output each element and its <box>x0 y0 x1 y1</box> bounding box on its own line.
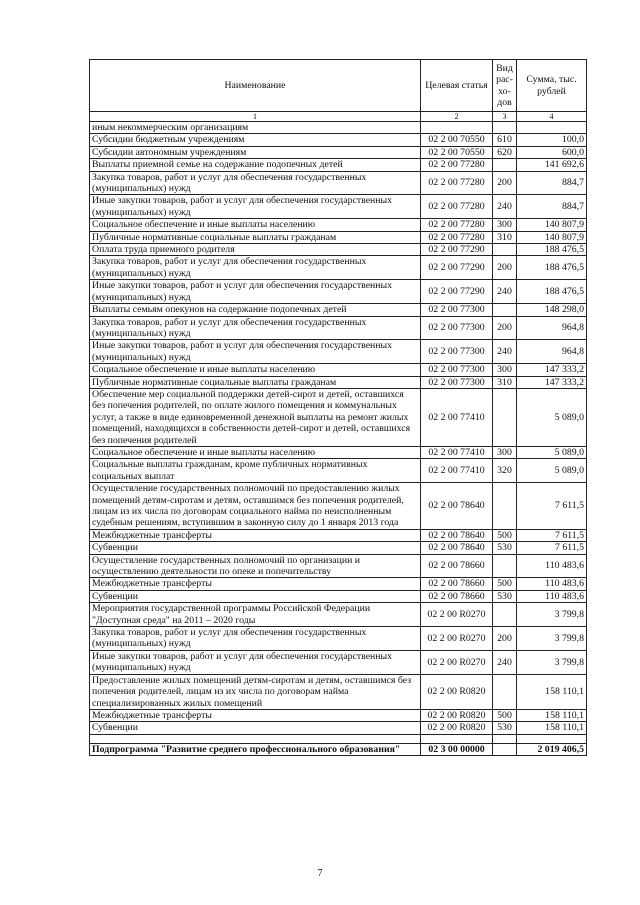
row-expense-type <box>493 743 517 755</box>
row-name: Социальное обеспечение и иные выплаты населению <box>90 219 421 231</box>
table-row <box>90 134 587 146</box>
row-sum: 188 476,5 <box>517 244 587 256</box>
row-expense-type: 300 <box>493 219 517 231</box>
row-sum: 158 110,1 <box>517 722 587 734</box>
column-number: 1 <box>90 112 421 122</box>
row-sum: 100,0 <box>517 134 587 146</box>
row-name: Субсидии автономным учреждениям <box>90 146 421 158</box>
row-sum: 884,7 <box>517 195 587 219</box>
table-row <box>90 709 587 721</box>
row-target-article: 02 2 00 R0820 <box>421 674 493 709</box>
row-target-article: 02 2 00 77290 <box>421 244 493 256</box>
row-target-article: 02 2 00 77280 <box>421 171 493 195</box>
table-row <box>90 590 587 602</box>
row-name: иным некоммерческим организациям <box>90 122 421 134</box>
table-header-row <box>90 60 587 112</box>
row-name: Закупка товаров, работ и услуг для обеспечения государственных (муниципальных) нужд <box>90 171 421 195</box>
row-expense-type: 320 <box>493 459 517 483</box>
row-name: Иные закупки товаров, работ и услуг для обеспечения государственных (муниципальных) нужд <box>90 195 421 219</box>
row-sum: 158 110,1 <box>517 674 587 709</box>
row-expense-type <box>493 304 517 316</box>
table-row <box>90 446 587 458</box>
table-row <box>90 122 587 134</box>
row-sum: 148 298,0 <box>517 304 587 316</box>
row-sum <box>517 122 587 134</box>
row-sum: 110 483,6 <box>517 578 587 590</box>
row-expense-type <box>493 244 517 256</box>
row-sum: 964,8 <box>517 340 587 364</box>
table-row <box>90 159 587 171</box>
header-expense-type: Вид рас- хо- дов <box>493 60 517 112</box>
row-target-article: 02 2 00 77300 <box>421 316 493 340</box>
row-sum: 884,7 <box>517 171 587 195</box>
row-sum: 5 089,0 <box>517 459 587 483</box>
row-target-article: 02 2 00 R0820 <box>421 709 493 721</box>
row-name: Субвенции <box>90 722 421 734</box>
row-sum: 2 019 406,5 <box>517 743 587 755</box>
row-sum: 5 089,0 <box>517 388 587 446</box>
header-name: Наименование <box>90 60 421 112</box>
row-name: Выплаты семьям опекунов на содержание подопечных детей <box>90 304 421 316</box>
row-expense-type <box>493 554 517 578</box>
row-target-article: 02 2 00 77280 <box>421 219 493 231</box>
row-expense-type: 240 <box>493 195 517 219</box>
spacer-cell <box>493 734 517 743</box>
row-name: Социальные выплаты гражданам, кроме публичных нормативных социальных выплат <box>90 459 421 483</box>
row-expense-type: 500 <box>493 578 517 590</box>
subprogram-row <box>90 743 587 755</box>
row-target-article: 02 2 00 77300 <box>421 364 493 376</box>
table-row <box>90 231 587 243</box>
table-row <box>90 244 587 256</box>
row-expense-type: 530 <box>493 722 517 734</box>
row-target-article: 02 2 00 78660 <box>421 590 493 602</box>
row-sum: 7 611,5 <box>517 542 587 554</box>
row-name: Оплата труда приемного родителя <box>90 244 421 256</box>
row-expense-type: 240 <box>493 340 517 364</box>
table-row <box>90 364 587 376</box>
row-name: Закупка товаров, работ и услуг для обеспечения государственных (муниципальных) нужд <box>90 627 421 651</box>
budget-table <box>89 59 587 756</box>
table-row <box>90 722 587 734</box>
row-expense-type: 620 <box>493 146 517 158</box>
row-expense-type <box>493 388 517 446</box>
row-target-article: 02 2 00 77280 <box>421 195 493 219</box>
row-name: Иные закупки товаров, работ и услуг для обеспечения государственных (муниципальных) нужд <box>90 340 421 364</box>
row-name: Предоставление жилых помещений детям-сиротам и детям, оставшимся без попечения родителей, лицам из их числа по договорам найма специализированных жилых помещений <box>90 674 421 709</box>
row-target-article: 02 2 00 77290 <box>421 280 493 304</box>
table-row <box>90 459 587 483</box>
table-row <box>90 674 587 709</box>
row-target-article: 02 2 00 78660 <box>421 554 493 578</box>
row-name: Осуществление государственных полномочий по организации и осуществлению деятельности по опеке и попечительству <box>90 554 421 578</box>
row-target-article: 02 2 00 78640 <box>421 483 493 530</box>
table-row <box>90 554 587 578</box>
column-number: 2 <box>421 112 493 122</box>
row-sum: 188 476,5 <box>517 256 587 280</box>
row-name: Межбюджетные трансферты <box>90 709 421 721</box>
row-target-article: 02 2 00 70550 <box>421 134 493 146</box>
row-sum: 964,8 <box>517 316 587 340</box>
row-sum: 110 483,6 <box>517 590 587 602</box>
row-name: Выплаты приемной семье на содержание подопечных детей <box>90 159 421 171</box>
row-name: Субвенции <box>90 542 421 554</box>
row-target-article: 02 2 00 77300 <box>421 304 493 316</box>
row-expense-type: 300 <box>493 364 517 376</box>
row-name: Иные закупки товаров, работ и услуг для обеспечения государственных (муниципальных) нужд <box>90 650 421 674</box>
row-target-article: 02 2 00 77300 <box>421 340 493 364</box>
row-sum: 140 807,9 <box>517 219 587 231</box>
row-name: Обеспечение мер социальной поддержки детей-сирот и детей, оставшихся без попечения родителей, по оплате жилого помещения и коммунальных услуг, а также в виде единовременной денежной выплаты на ремонт жилых помещений, находящихся в собственности детей-сирот и детей, оставшихся без попечения родителей <box>90 388 421 446</box>
row-expense-type: 200 <box>493 316 517 340</box>
row-expense-type: 240 <box>493 280 517 304</box>
row-target-article: 02 2 00 R0270 <box>421 650 493 674</box>
table-row <box>90 483 587 530</box>
row-expense-type: 530 <box>493 590 517 602</box>
table-row <box>90 171 587 195</box>
row-sum: 141 692,6 <box>517 159 587 171</box>
row-expense-type <box>493 122 517 134</box>
row-target-article: 02 2 00 R0270 <box>421 627 493 651</box>
header-target-article: Целевая статья <box>421 60 493 112</box>
row-sum: 188 476,5 <box>517 280 587 304</box>
table-row <box>90 388 587 446</box>
row-target-article: 02 2 00 77290 <box>421 256 493 280</box>
row-target-article: 02 2 00 77410 <box>421 459 493 483</box>
row-target-article: 02 2 00 77300 <box>421 376 493 388</box>
spacer-cell <box>421 734 493 743</box>
row-target-article: 02 2 00 77410 <box>421 388 493 446</box>
row-expense-type <box>493 159 517 171</box>
row-target-article: 02 3 00 00000 <box>421 743 493 755</box>
row-sum: 600,0 <box>517 146 587 158</box>
table-row <box>90 340 587 364</box>
row-expense-type <box>493 483 517 530</box>
table-body <box>90 122 587 756</box>
row-target-article: 02 2 00 R0270 <box>421 603 493 627</box>
row-target-article: 02 2 00 77280 <box>421 231 493 243</box>
column-number-row <box>90 112 587 122</box>
row-sum: 110 483,6 <box>517 554 587 578</box>
table-row <box>90 195 587 219</box>
row-target-article: 02 2 00 78660 <box>421 578 493 590</box>
row-expense-type: 310 <box>493 231 517 243</box>
table-row <box>90 376 587 388</box>
row-expense-type: 610 <box>493 134 517 146</box>
row-sum: 140 807,9 <box>517 231 587 243</box>
row-sum: 3 799,8 <box>517 603 587 627</box>
table-row <box>90 627 587 651</box>
column-number: 3 <box>493 112 517 122</box>
row-name: Закупка товаров, работ и услуг для обеспечения государственных (муниципальных) нужд <box>90 316 421 340</box>
table-row <box>90 219 587 231</box>
spacer-cell <box>90 734 421 743</box>
row-name: Осуществление государственных полномочий по предоставлению жилых помещений детям-сиротам и детям, оставшимся без попечения родителей, лицам из их числа по договорам социального найма по неисполненным судебным решениям, вступившим в законную силу до 1 января 2013 года <box>90 483 421 530</box>
table-row <box>90 650 587 674</box>
table-row <box>90 542 587 554</box>
table-row <box>90 578 587 590</box>
row-expense-type: 200 <box>493 171 517 195</box>
row-name: Социальное обеспечение и иные выплаты населению <box>90 364 421 376</box>
column-number: 4 <box>517 112 587 122</box>
row-target-article: 02 2 00 77410 <box>421 446 493 458</box>
row-name: Подпрограмма "Развитие среднего профессионального образования" <box>90 743 421 755</box>
row-name: Публичные нормативные социальные выплаты гражданам <box>90 376 421 388</box>
row-target-article: 02 2 00 R0820 <box>421 722 493 734</box>
row-expense-type: 530 <box>493 542 517 554</box>
row-name: Субвенции <box>90 590 421 602</box>
row-name: Публичные нормативные социальные выплаты гражданам <box>90 231 421 243</box>
row-target-article: 02 2 00 78640 <box>421 542 493 554</box>
table-row <box>90 304 587 316</box>
row-expense-type: 240 <box>493 650 517 674</box>
header-sum: Сумма, тыс. рублей <box>517 60 587 112</box>
row-expense-type: 310 <box>493 376 517 388</box>
row-expense-type: 300 <box>493 446 517 458</box>
row-sum: 147 333,2 <box>517 376 587 388</box>
spacer-cell <box>517 734 587 743</box>
row-expense-type <box>493 674 517 709</box>
row-sum: 158 110,1 <box>517 709 587 721</box>
table-row <box>90 316 587 340</box>
row-name: Субсидии бюджетным учреждениям <box>90 134 421 146</box>
row-sum: 7 611,5 <box>517 483 587 530</box>
row-target-article: 02 2 00 78640 <box>421 529 493 541</box>
row-sum: 3 799,8 <box>517 650 587 674</box>
row-target-article: 02 2 00 77280 <box>421 159 493 171</box>
row-expense-type <box>493 603 517 627</box>
row-name: Социальное обеспечение и иные выплаты населению <box>90 446 421 458</box>
row-name: Закупка товаров, работ и услуг для обеспечения государственных (муниципальных) нужд <box>90 256 421 280</box>
row-name: Межбюджетные трансферты <box>90 529 421 541</box>
row-target-article <box>421 122 493 134</box>
row-name: Мероприятия государственной программы Российской Федерации "Доступная среда" на 2011 – 2020 годы <box>90 603 421 627</box>
row-sum: 7 611,5 <box>517 529 587 541</box>
row-sum: 147 333,2 <box>517 364 587 376</box>
table-row <box>90 529 587 541</box>
row-sum: 5 089,0 <box>517 446 587 458</box>
table-row <box>90 146 587 158</box>
page-number: 7 <box>317 868 323 879</box>
row-target-article: 02 2 00 70550 <box>421 146 493 158</box>
table-row <box>90 280 587 304</box>
table-row <box>90 603 587 627</box>
row-expense-type: 200 <box>493 256 517 280</box>
spacer-row <box>90 734 587 743</box>
row-sum: 3 799,8 <box>517 627 587 651</box>
row-name: Иные закупки товаров, работ и услуг для обеспечения государственных (муниципальных) нужд <box>90 280 421 304</box>
row-expense-type: 500 <box>493 709 517 721</box>
row-name: Межбюджетные трансферты <box>90 578 421 590</box>
row-expense-type: 200 <box>493 627 517 651</box>
row-expense-type: 500 <box>493 529 517 541</box>
table-row <box>90 256 587 280</box>
